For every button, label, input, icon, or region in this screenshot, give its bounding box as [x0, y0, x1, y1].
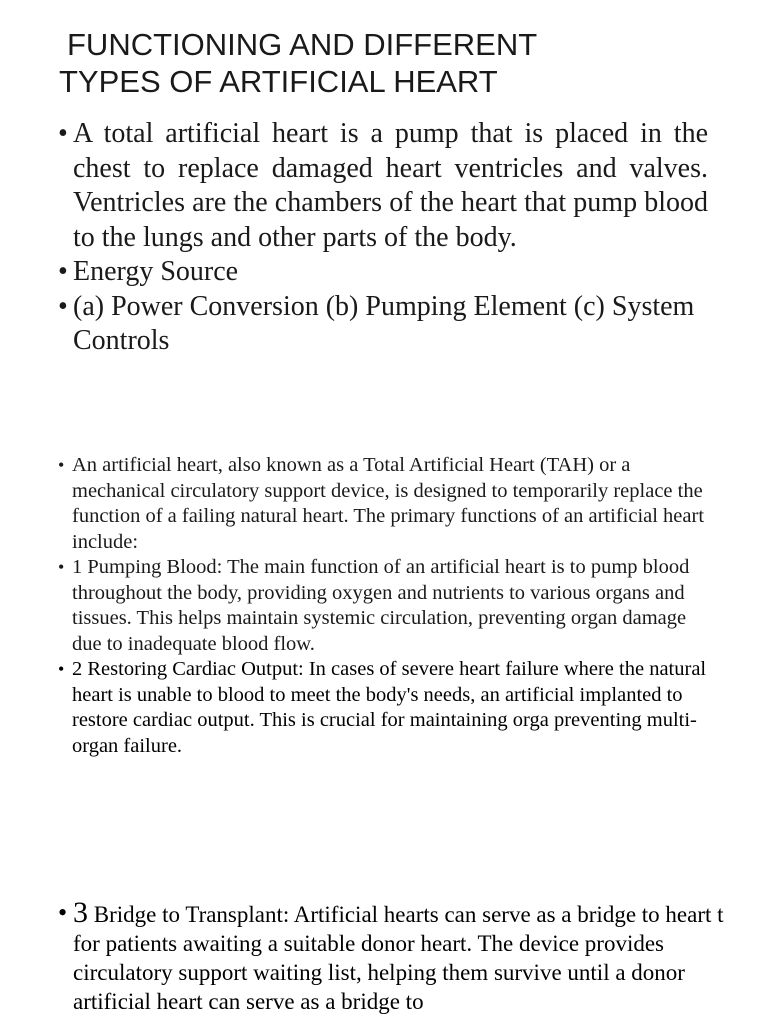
functions-bullet-list [58, 453, 718, 759]
list-item-text: Energy Source [73, 256, 239, 287]
bridge-bullet-list [58, 898, 728, 1016]
list-item [58, 255, 708, 290]
list-item-text: 2 Restoring Cardiac Output: In cases of severe heart failure where the natural heart is unable to blood to meet the body's needs, an artificial implanted to restore cardiac output. This is crucial for maintaining orga preventing multi-organ failure. [72, 658, 707, 757]
list-item [58, 555, 718, 657]
bullet-icon: • [58, 557, 65, 577]
bullet-icon: • [58, 455, 65, 475]
list-item [58, 657, 718, 759]
page-title-line-2: TYPES OF ARTIFICIAL HEART [59, 64, 498, 99]
list-item-text: A total artificial heart is a pump that is placed in the chest to replace damaged heart ventricles and valves. Ventricles are the chambers of the heart that pump blood to the lungs and other parts of the body. [73, 118, 708, 253]
overview-bullet-list [58, 117, 708, 359]
list-item [58, 453, 718, 555]
list-item-number: 3 [73, 896, 88, 929]
bullet-icon: • [58, 256, 68, 287]
bullet-icon: • [58, 290, 68, 322]
list-item-text: Bridge to Transplant: Artificial hearts can serve as a bridge to heart t for patients awaiting a suitable donor heart. The device provides circulatory support waiting list, helping them survive until a donor artificial heart can serve as a bridge to [73, 902, 724, 1014]
bullet-icon: • [58, 659, 65, 679]
page-title-line-1: FUNCTIONING AND DIFFERENT [67, 27, 538, 62]
list-item-text: 1 Pumping Blood: The main function of an artificial heart is to pump blood throughout the body, providing oxygen and nutrients to various organs and tissues. This helps maintain systemic circulation, preventing organ damage due to inadequate blood flow. [72, 556, 690, 655]
list-item [58, 290, 708, 359]
page-title [59, 26, 709, 100]
list-item [58, 117, 708, 255]
list-item-text: (a) Power Conversion (b) Pumping Element (c) System Controls [73, 290, 695, 356]
list-item [58, 898, 728, 1016]
bullet-icon: • [58, 898, 68, 927]
list-item-text: An artificial heart, also known as a Total Artificial Heart (TAH) or a mechanical circulatory support device, is designed to temporarily replace the function of a failing natural heart. The primary functions of an artificial heart include: [72, 454, 705, 553]
bullet-icon: • [58, 118, 68, 149]
